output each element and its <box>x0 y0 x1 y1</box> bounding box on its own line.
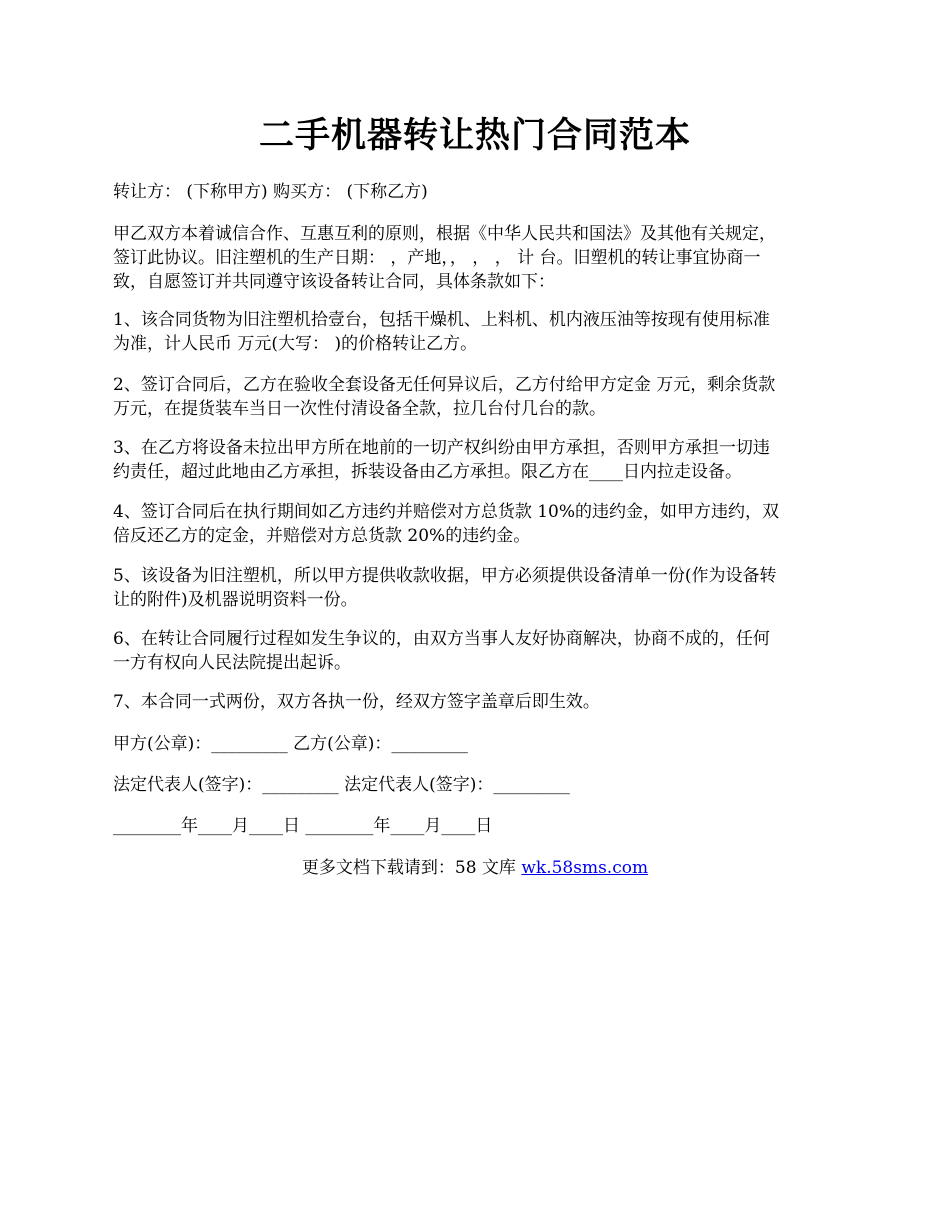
intro-line-3: 致，自愿签订并共同遵守该设备转让合同，具体条款如下： <box>113 272 555 292</box>
clause-1-line-1: 1、该合同货物为旧注塑机拾壹台，包括干燥机、上料机、机内液压油等按现有使用标准 <box>113 310 770 330</box>
date-line: ________年____月____日 ________年____月____日 <box>113 816 493 836</box>
document-title: 二手机器转让热门合同范本 <box>258 115 691 156</box>
clause-7-line: 7、本合同一式两份，双方各执一份，经双方签字盖章后即生效。 <box>113 692 600 712</box>
clause-2-line-2: 万元，在提货装车当日一次性付清设备全款，拉几台付几台的款。 <box>113 399 606 419</box>
clause-6-line-1: 6、在转让合同履行过程如发生争议的，由双方当事人友好协商解决，协商不成的，任何 <box>113 629 770 649</box>
clause-1-line-2: 为准，计人民币 万元(大写： )的价格转让乙方。 <box>113 334 478 354</box>
clause-2-line-1: 2、签订合同后，乙方在验收全套设备无任何异议后，乙方付给甲方定金 万元，剩余货款 <box>113 375 776 395</box>
intro-line-1: 甲乙双方本着诚信合作、互惠互利的原则，根据《中华人民共和国法》及其他有关规定， <box>113 224 776 244</box>
clause-4-line-1: 4、签订合同后在执行期间如乙方违约并赔偿对方总货款 10%的违约金，如甲方违约，双 <box>113 502 780 522</box>
clause-5-line-2: 让的附件)及机器说明资料一份。 <box>113 590 358 610</box>
footer-prefix: 更多文档下载请到：58 文库 <box>301 858 522 878</box>
clause-3-line-1: 3、在乙方将设备未拉出甲方所在地前的一切产权纠纷由甲方承担，否则甲方承担一切违 <box>113 438 770 458</box>
representative-signature-line: 法定代表人(签字)：_________ 法定代表人(签字)：_________ <box>113 775 570 795</box>
parties-line: 转让方： (下称甲方) 购买方： (下称乙方) <box>113 182 428 202</box>
clause-5-line-1: 5、该设备为旧注塑机，所以甲方提供收款收据，甲方必须提供设备清单一份(作为设备转 <box>113 566 777 586</box>
clause-6-line-2: 一方有权向人民法院提出起诉。 <box>113 653 351 673</box>
clause-4-line-2: 倍反还乙方的定金，并赔偿对方总货款 20%的违约金。 <box>113 526 531 546</box>
footer-link[interactable]: wk.58sms.com <box>521 858 649 878</box>
footer <box>0 856 950 880</box>
seal-signature-line: 甲方(公章)：_________ 乙方(公章)：_________ <box>113 734 468 754</box>
clause-3-line-2: 约责任，超过此地由乙方承担，拆装设备由乙方承担。限乙方在____日内拉走设备。 <box>113 462 742 482</box>
intro-line-2: 签订此协议。旧注塑机的生产日期： ，产地，， ， ， 计 台。旧塑机的转让事宜协商一 <box>113 248 761 268</box>
